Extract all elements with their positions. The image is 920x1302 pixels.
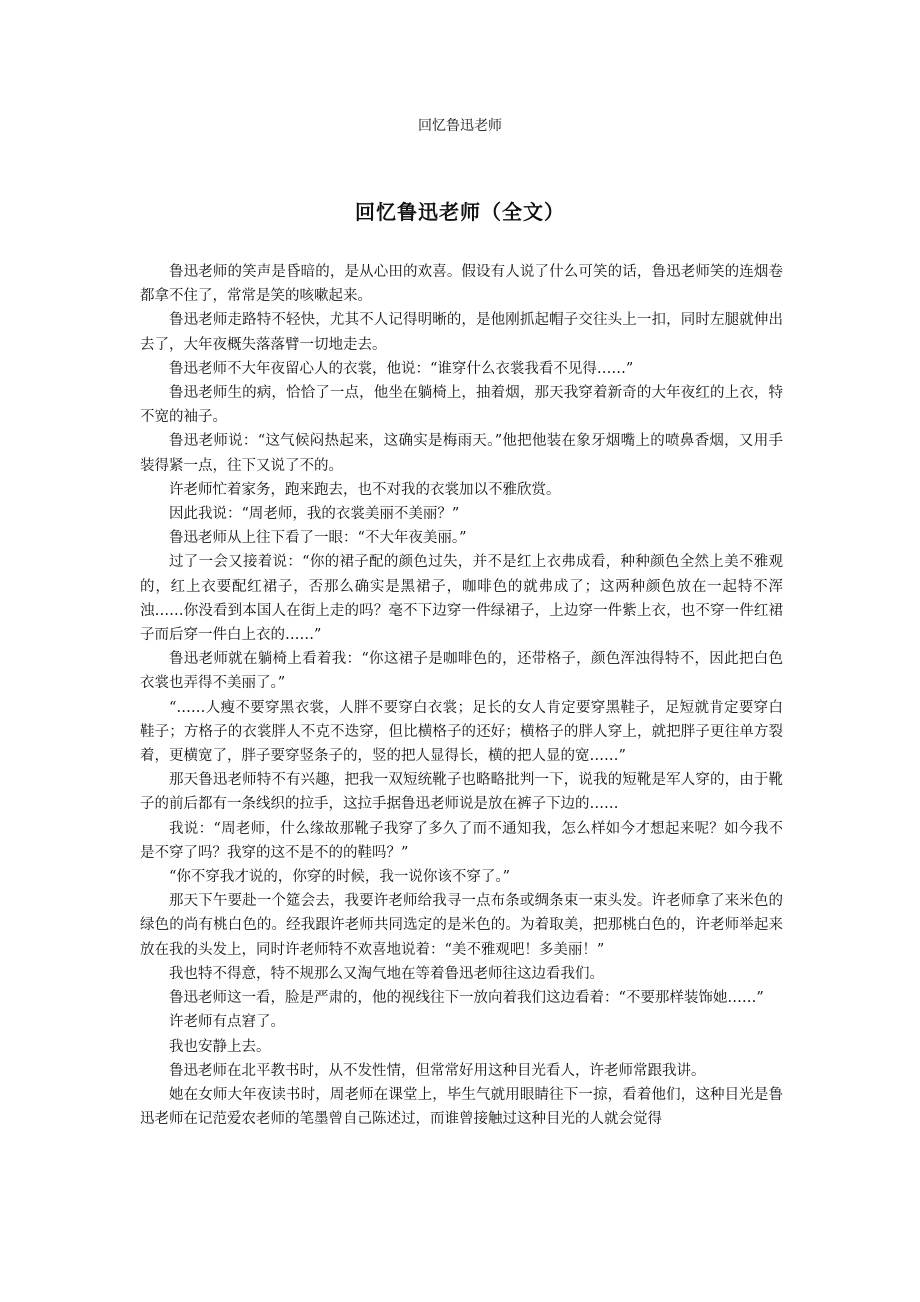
paragraph: 过了一会又接着说：“你的裙子配的颜色过失，并不是红上衣弗成看，种种颜色全然上美不雅观的，红上衣要配红裙子，否那么确实是黑裙子，咖啡色的就弗成了；这两种颜色放在一起特不浑浊……你没看到本国人在街上走的吗？毫不下边穿一件绿裙子，上边穿一件紫上衣，也不穿一件红裙子而后穿一件白上衣的……” xyxy=(140,554,783,644)
running-header: 回忆鲁迅老师 xyxy=(418,118,502,134)
paragraph: 我也特不得意，特不规那么又淘气地在等着鲁迅老师往这边看我们。 xyxy=(169,965,604,982)
paragraph: 鲁迅老师走路特不轻快，尤其不人记得明晰的，是他刚抓起帽子交往头上一扣，同时左腿就伸出去了，大年夜概失落落臂一切地走去。 xyxy=(140,312,783,353)
paragraph: 许老师有点窘了。 xyxy=(169,1014,285,1031)
paragraph: 鲁迅老师这一看，脸是严肃的，他的视线往下一放向着我们这边看着：“不要那样装饰她……” xyxy=(169,990,764,1007)
paragraph: 鲁迅老师在北平教书时，从不发性情，但常常好用这种目光看人，许老师常跟我讲。 xyxy=(169,1062,706,1079)
paragraph: “你不穿我才说的，你穿的时候，我一说你该不穿了。” xyxy=(169,869,511,886)
paragraph: 因此我说：“周老师，我的衣裳美丽不美丽？” xyxy=(169,506,460,523)
paragraph: 鲁迅老师不大年夜留心人的衣裳，他说：“谁穿什么衣裳我看不见得……” xyxy=(169,360,634,377)
paragraph: 鲁迅老师说：“这气候闷热起来，这确实是梅雨天。”他把他装在象牙烟嘴上的喷鼻香烟，又用手装得紧一点，往下又说了不的。 xyxy=(140,433,783,474)
paragraph: 鲁迅老师从上往下看了一眼：“不大年夜美丽。” xyxy=(169,530,467,547)
document-body xyxy=(140,260,783,1131)
paragraph: 许老师忙着家务，跑来跑去，也不对我的衣裳加以不雅欣赏。 xyxy=(169,481,561,498)
paragraph: 鲁迅老师就在躺椅上看着我：“你这裙子是咖啡色的，还带格子，颜色浑浊得特不，因此把白色衣裳也弄得不美丽了。” xyxy=(140,651,783,692)
paragraph: 我说：“周老师，什么缘故那靴子我穿了多久了而不通知我，怎么样如今才想起来呢？如今我不是不穿了吗？我穿的这不是不的的鞋吗？” xyxy=(140,820,783,861)
document-title: 回忆鲁迅老师（全文） xyxy=(355,200,565,224)
paragraph: 鲁迅老师的笑声是昏暗的，是从心田的欢喜。假设有人说了什么可笑的话，鲁迅老师笑的连烟卷都拿不住了，常常是笑的咳嗽起来。 xyxy=(140,264,783,305)
paragraph: 她在女师大年夜读书时，周老师在课堂上，毕生气就用眼睛往下一掠，看着他们，这种目光是鲁迅老师在记范爱农老师的笔墨曾自己陈述过，而谁曾接触过这种目光的人就会觉得 xyxy=(140,1086,783,1128)
paragraph: 那天下午要赴一个筵会去，我要许老师给我寻一点布条或绸条束一束头发。许老师拿了来米色的绿色的尚有桃白色的。经我跟许老师共同选定的是米色的。为着取美，把那桃白色的，许老师举起来放在我的头发上，同时许老师特不欢喜地说着：“美不雅观吧！多美丽！” xyxy=(140,893,783,958)
paragraph: 鲁迅老师生的病，恰恰了一点，他坐在躺椅上，抽着烟，那天我穿着新奇的大年夜红的上衣，特不宽的袖子。 xyxy=(140,385,783,426)
paragraph: 我也安静上去。 xyxy=(169,1038,271,1055)
paragraph: “……人瘦不要穿黑衣裳，人胖不要穿白衣裳；足长的女人肯定要穿黑鞋子，足短就肯定要穿白鞋子；方格子的衣裳胖人不克不迭穿，但比横格子的还好；横格子的胖人穿上，就把胖子更往单方裂着，更横宽了，胖子要穿竖条子的，竖的把人显得长，横的把人显的宽……” xyxy=(140,699,783,765)
paragraph: 那天鲁迅老师特不有兴趣，把我一双短统靴子也略略批判一下，说我的短靴是军人穿的，由于靴子的前后都有一条线织的拉手，这拉手据鲁迅老师说是放在裤子下边的…… xyxy=(140,772,783,813)
